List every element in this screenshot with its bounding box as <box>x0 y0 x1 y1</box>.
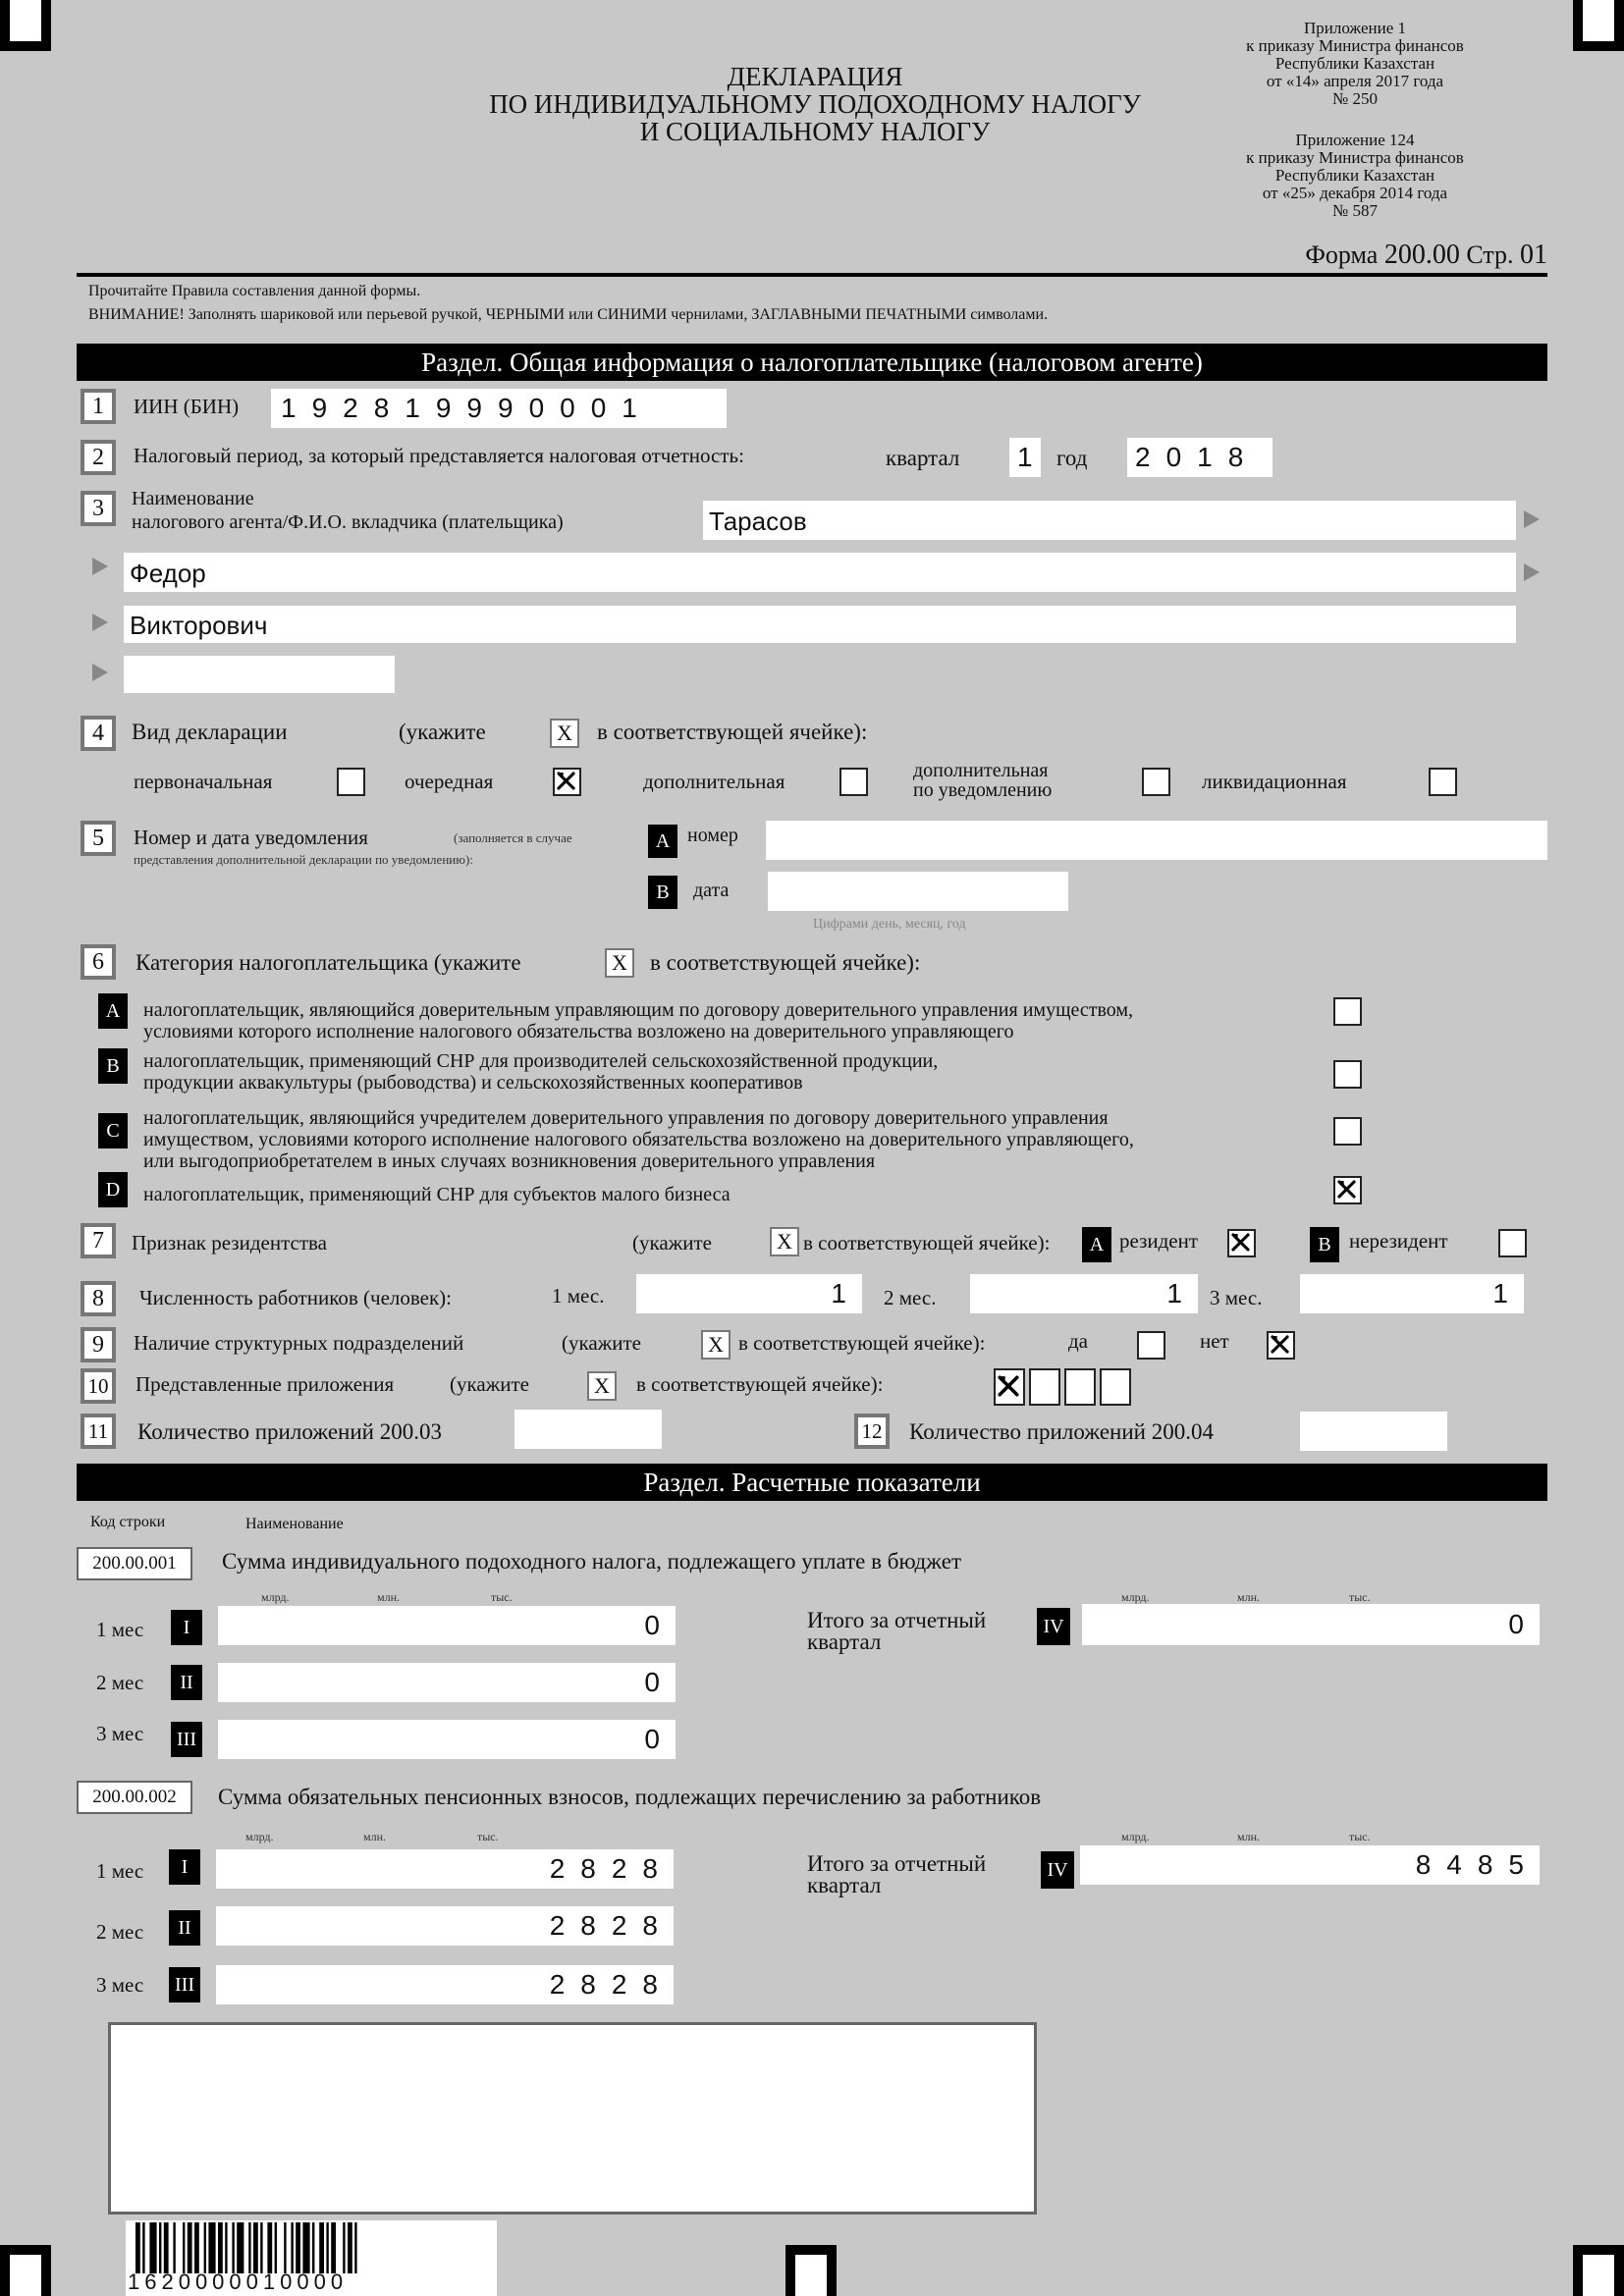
line1-month3-field[interactable]: 0 <box>218 1720 676 1759</box>
hint-x-box: X <box>770 1227 799 1256</box>
opt-additional-notice-label-1: дополнительная <box>913 760 1049 781</box>
arrow-icon <box>92 558 108 575</box>
month2-row-label: 2 мес <box>96 1920 144 1944</box>
line1-total-label-2: квартал <box>807 1629 882 1654</box>
appendix-124: Приложение 124 к приказу Министра финансов Республики Казахстан от «25» декабря 2014 года № 587 <box>1246 131 1464 220</box>
tax-period-label: Налоговый период, за который представляется налоговая отчетность: <box>134 444 744 467</box>
appendices-label: Представленные приложения <box>135 1372 395 1396</box>
month1-row-label: 1 мес <box>96 1618 144 1641</box>
barcode-bar <box>267 2222 272 2273</box>
barcode-bar <box>194 2222 199 2273</box>
barcode-bar <box>218 2222 223 2273</box>
roman-iv: IV <box>1041 1851 1074 1889</box>
barcode-bar <box>284 2222 286 2273</box>
declaration-type-label: Вид декларации <box>132 720 288 744</box>
barcode-bar <box>159 2222 161 2273</box>
code-column-header: Код строки <box>90 1514 166 1530</box>
barcode <box>126 2220 497 2296</box>
no-label: нет <box>1200 1329 1229 1353</box>
line-code-200-00-001: 200.00.001 <box>77 1547 192 1580</box>
month3-label: 3 мес. <box>1210 1286 1263 1309</box>
opt-additional-checkbox[interactable] <box>839 768 868 796</box>
barcode-bar <box>232 2222 234 2273</box>
year-field[interactable]: 2018 <box>1127 438 1272 477</box>
opt-regular-label: очередная <box>405 770 494 793</box>
barcode-bar <box>225 2222 227 2273</box>
unit-mln: млн. <box>1237 1590 1261 1604</box>
date-format-hint: Цифрами день, месяц, год <box>813 917 966 932</box>
unit-ths: тыс. <box>1349 1590 1371 1604</box>
declaration-title: ДЕКЛАРАЦИЯ ПО ИНДИВИДУАЛЬНОМУ ПОДОХОДНОМУ НАЛОГУ И СОЦИАЛЬНОМУ НАЛОГУ <box>489 62 1141 146</box>
stamp-area <box>108 2022 1037 2215</box>
line1-month2-field[interactable]: 0 <box>218 1663 676 1702</box>
check-x-icon <box>557 772 575 790</box>
line2-month2-field[interactable]: 2828 <box>216 1906 674 1946</box>
marker-a: A <box>98 993 128 1029</box>
appendix-20004-count-field[interactable] <box>1300 1412 1447 1451</box>
appendix-20003-count-field[interactable] <box>514 1410 662 1449</box>
line2-total-label-2: квартал <box>807 1873 882 1897</box>
barcode-bar <box>291 2222 293 2273</box>
category-b-line-2: продукции аквакультуры (рыбоводства) и сельскохозяйственных кооперативов <box>143 1072 803 1094</box>
field-number-11: 11 <box>81 1414 116 1449</box>
opt-initial-checkbox[interactable] <box>337 768 365 796</box>
field-number-8: 8 <box>81 1281 116 1316</box>
unit-bln: млрд. <box>1121 1830 1150 1843</box>
category-b-line-1: налогоплательщик, применяющий СНР для производителей сельскохозяйственной продукции, <box>143 1050 939 1072</box>
appendices-hint-pre: (укажите <box>450 1372 529 1396</box>
barcode-number: 1620000010000 <box>128 2269 349 2294</box>
notice-line-1: Прочитайте Правила составления данной формы. <box>88 283 421 299</box>
field-number-6: 6 <box>81 944 116 980</box>
opt-liquidation-label: ликвидационная <box>1202 770 1347 793</box>
nonresident-label: нерезидент <box>1349 1229 1448 1253</box>
field-number-5: 5 <box>81 821 116 856</box>
employees-month2-field[interactable]: 1 <box>970 1274 1198 1313</box>
quarter-field[interactable]: 1 <box>1009 438 1041 477</box>
residency-label: Признак резидентства <box>132 1231 327 1255</box>
marker-a: A <box>648 825 677 858</box>
barcode-bar <box>275 2222 277 2273</box>
taxpayer-name-label-2: налогового агента/Ф.И.О. вкладчика (плательщика) <box>132 511 564 533</box>
roman-iii: III <box>171 1722 202 1757</box>
category-a-line-2: условиями которого исполнение налогового обязательства возложено на доверительного управляющего <box>143 1021 1014 1042</box>
field-number-2: 2 <box>81 440 116 475</box>
employees-month3-field[interactable]: 1 <box>1300 1274 1524 1313</box>
line1-total-label-1: Итого за отчетный <box>807 1608 987 1632</box>
declaration-type-hint: (укажите <box>399 720 486 744</box>
month2-label: 2 мес. <box>884 1286 937 1309</box>
arrow-icon <box>92 614 108 631</box>
category-d-line-1: налогоплательщик, применяющий СНР для субъектов малого бизнеса <box>143 1184 731 1205</box>
roman-ii: II <box>171 1665 202 1700</box>
month1-row-label: 1 мес <box>96 1859 144 1883</box>
patronymic-field[interactable]: Викторович <box>124 606 1516 643</box>
notice-number-label: номер <box>687 825 738 846</box>
taxpayer-name-label-1: Наименование <box>132 488 254 509</box>
notice-hint-1: (заполняется в случае <box>454 830 572 845</box>
opt-regular-checkbox[interactable] <box>553 768 581 796</box>
roman-i: I <box>169 1849 200 1885</box>
residency-hint-pre: (укажите <box>632 1231 712 1255</box>
quarter-label: квартал <box>886 446 960 470</box>
declaration-type-hint-post: в соответствующей ячейке): <box>597 720 868 744</box>
barcode-bar <box>204 2222 206 2273</box>
notice-number-field[interactable] <box>766 821 1547 860</box>
field-number-7: 7 <box>81 1223 116 1258</box>
unit-ths: тыс. <box>477 1830 499 1843</box>
subdivisions-no-checkbox[interactable] <box>1267 1331 1295 1360</box>
roman-i: I <box>171 1610 202 1645</box>
line2-month1-field[interactable]: 2828 <box>216 1849 674 1889</box>
barcode-bar <box>208 2222 215 2273</box>
yes-label: да <box>1068 1329 1089 1353</box>
field-number-12: 12 <box>854 1414 890 1449</box>
form-number: Форма 200.00 Стр. 01 <box>1305 240 1547 270</box>
nonresident-checkbox[interactable] <box>1498 1229 1527 1257</box>
field-number-1: 1 <box>81 389 116 424</box>
unit-mln: млн. <box>1237 1830 1261 1843</box>
marker-b: B <box>98 1048 128 1084</box>
check-x-icon <box>998 1372 1019 1400</box>
barcode-bar <box>142 2222 144 2273</box>
hint-x-box: X <box>587 1371 617 1401</box>
section-general-info: Раздел. Общая информация о налогоплательщике (налоговом агенте) <box>77 344 1547 381</box>
month2-row-label: 2 мес <box>96 1671 144 1694</box>
line2-month3-field[interactable]: 2828 <box>216 1965 674 2004</box>
marker-d: D <box>98 1172 128 1207</box>
iin-label: ИИН (БИН) <box>134 395 240 418</box>
barcode-bar <box>149 2222 156 2273</box>
barcode-bar <box>164 2222 169 2273</box>
hint-x-box: X <box>550 719 579 748</box>
barcode-bar <box>248 2222 250 2273</box>
category-c-line-2: имуществом, условиями которого исполнение налогового обязательства возложено на доверительного управляющего, <box>143 1129 1134 1150</box>
month3-row-label: 3 мес <box>96 1722 144 1745</box>
marker-c: C <box>98 1113 128 1148</box>
hint-x-box: X <box>605 948 634 978</box>
resident-checkbox[interactable] <box>1227 1229 1256 1257</box>
field-number-3: 3 <box>81 491 116 526</box>
month1-label: 1 мес. <box>552 1284 605 1308</box>
opt-initial-label: первоначальная <box>134 770 273 793</box>
residency-hint-post: в соответствующей ячейке): <box>803 1231 1051 1255</box>
barcode-bar <box>253 2222 258 2273</box>
appendix-checkbox-4[interactable] <box>1100 1368 1131 1406</box>
barcode-bar <box>260 2222 262 2273</box>
barcode-bar <box>183 2222 185 2273</box>
marker-b: B <box>1310 1227 1339 1262</box>
name-extra-field[interactable] <box>124 656 395 693</box>
arrow-icon <box>1524 510 1540 528</box>
barcode-bars <box>135 2222 497 2275</box>
line1-month1-field[interactable]: 0 <box>218 1606 676 1645</box>
month3-row-label: 3 мес <box>96 1973 144 1997</box>
appendix-checkbox-3[interactable] <box>1064 1368 1096 1406</box>
appendix-checkbox-1[interactable] <box>994 1368 1025 1406</box>
barcode-bar <box>312 2222 314 2273</box>
field-number-9: 9 <box>81 1327 116 1362</box>
category-c-line-1: налогоплательщик, являющийся учредителем доверительного управления по договору доверительного управления <box>143 1107 1109 1129</box>
check-x-icon <box>1231 1233 1250 1252</box>
unit-ths: тыс. <box>491 1590 513 1604</box>
barcode-bar <box>188 2222 192 2273</box>
section-calculated-indicators: Раздел. Расчетные показатели <box>77 1464 1547 1501</box>
barcode-bar <box>354 2222 356 2273</box>
unit-mln: млн. <box>377 1590 401 1604</box>
year-label: год <box>1056 446 1088 470</box>
unit-bln: млрд. <box>1121 1590 1150 1604</box>
category-a-checkbox[interactable] <box>1333 997 1362 1026</box>
appendix-1: Приложение 1 к приказу Министра финансов Республики Казахстан от «14» апреля 2017 года № 250 <box>1246 19 1464 108</box>
appendix-checkbox-2[interactable] <box>1029 1368 1060 1406</box>
barcode-bar <box>302 2222 309 2273</box>
employees-label: Численность работников (человек): <box>139 1286 453 1309</box>
unit-ths: тыс. <box>1349 1830 1371 1843</box>
category-d-checkbox[interactable] <box>1333 1176 1362 1204</box>
field-number-10: 10 <box>81 1368 116 1404</box>
barcode-bar <box>343 2222 345 2273</box>
opt-additional-label: дополнительная <box>643 770 785 793</box>
subdivisions-hint-post: в соответствующей ячейке): <box>738 1331 986 1355</box>
first-name-field[interactable]: Федор <box>124 553 1516 592</box>
barcode-bar <box>331 2222 336 2273</box>
taxpayer-category-hint-post: в соответствующей ячейке): <box>650 950 921 975</box>
employees-month1-field[interactable]: 1 <box>636 1274 862 1313</box>
marker-a: A <box>1082 1227 1111 1262</box>
appendices-hint-post: в соответствующей ячейке): <box>636 1372 884 1396</box>
barcode-bar <box>173 2222 175 2273</box>
subdivisions-hint-pre: (укажите <box>562 1331 641 1355</box>
name-column-header: Наименование <box>245 1516 344 1532</box>
category-c-line-3: или выгодоприобретателем в иных случаях возникновения доверительного управления <box>143 1150 876 1172</box>
opt-additional-notice-checkbox[interactable] <box>1142 768 1170 796</box>
arrow-icon <box>92 664 108 681</box>
marker-b: B <box>648 876 677 909</box>
appendix-20004-count-label: Количество приложений 200.04 <box>909 1419 1214 1444</box>
taxpayer-category-label: Категория налогоплательщика (укажите <box>135 950 521 975</box>
barcode-bar <box>348 2222 352 2273</box>
unit-bln: млрд. <box>261 1590 290 1604</box>
unit-mln: млн. <box>363 1830 387 1843</box>
roman-iv: IV <box>1037 1608 1070 1645</box>
notice-date-field[interactable] <box>768 872 1068 911</box>
notice-date-label: дата <box>693 880 730 901</box>
surname-field[interactable]: Тарасов <box>703 501 1516 540</box>
notice-number-date-label: Номер и дата уведомления <box>134 826 368 849</box>
field-number-4: 4 <box>81 716 116 751</box>
subdivisions-label: Наличие структурных подразделений <box>134 1331 464 1355</box>
opt-additional-notice-label-2: по уведомлению <box>913 779 1053 801</box>
header-rule <box>77 273 1547 277</box>
opt-liquidation-checkbox[interactable] <box>1429 768 1457 796</box>
resident-label: резидент <box>1119 1229 1199 1253</box>
line-200-00-002-label: Сумма обязательных пенсионных взносов, подлежащих перечислению за работников <box>218 1785 1042 1809</box>
barcode-bar <box>319 2222 324 2273</box>
line2-total-field[interactable]: 8485 <box>1080 1845 1540 1885</box>
notice-line-2: ВНИМАНИЕ! Заполнять шариковой или перьевой ручкой, ЧЕРНЫМИ или СИНИМИ чернилами, ЗАГЛАВНЫМИ ПЕЧАТНЫМИ символами. <box>88 306 1049 323</box>
notice-hint-2: представления дополнительной декларации по уведомлению): <box>134 852 473 867</box>
category-a-line-1: налогоплательщик, являющийся доверительным управляющим по договору доверительного управления имуществом, <box>143 999 1134 1021</box>
arrow-icon <box>1524 563 1540 581</box>
check-x-icon <box>1271 1335 1289 1354</box>
check-x-icon <box>1337 1180 1356 1199</box>
roman-iii: III <box>169 1967 200 2002</box>
line-code-200-00-002: 200.00.002 <box>77 1781 192 1814</box>
line1-total-field[interactable]: 0 <box>1082 1604 1540 1645</box>
line-200-00-001-label: Сумма индивидуального подоходного налога, подлежащего уплате в бюджет <box>222 1549 962 1574</box>
hint-x-box: X <box>701 1330 731 1360</box>
category-b-checkbox[interactable] <box>1333 1060 1362 1089</box>
barcode-bar <box>237 2222 244 2273</box>
subdivisions-yes-checkbox[interactable] <box>1137 1331 1165 1360</box>
unit-bln: млрд. <box>245 1830 274 1843</box>
barcode-bar <box>326 2222 328 2273</box>
barcode-bar <box>135 2222 140 2273</box>
barcode-bar <box>296 2222 300 2273</box>
iin-field[interactable]: 192819990001 <box>271 389 727 428</box>
roman-ii: II <box>169 1910 200 1946</box>
line2-total-label-1: Итого за отчетный <box>807 1851 987 1876</box>
category-c-checkbox[interactable] <box>1333 1117 1362 1146</box>
appendix-20003-count-label: Количество приложений 200.03 <box>137 1419 442 1444</box>
